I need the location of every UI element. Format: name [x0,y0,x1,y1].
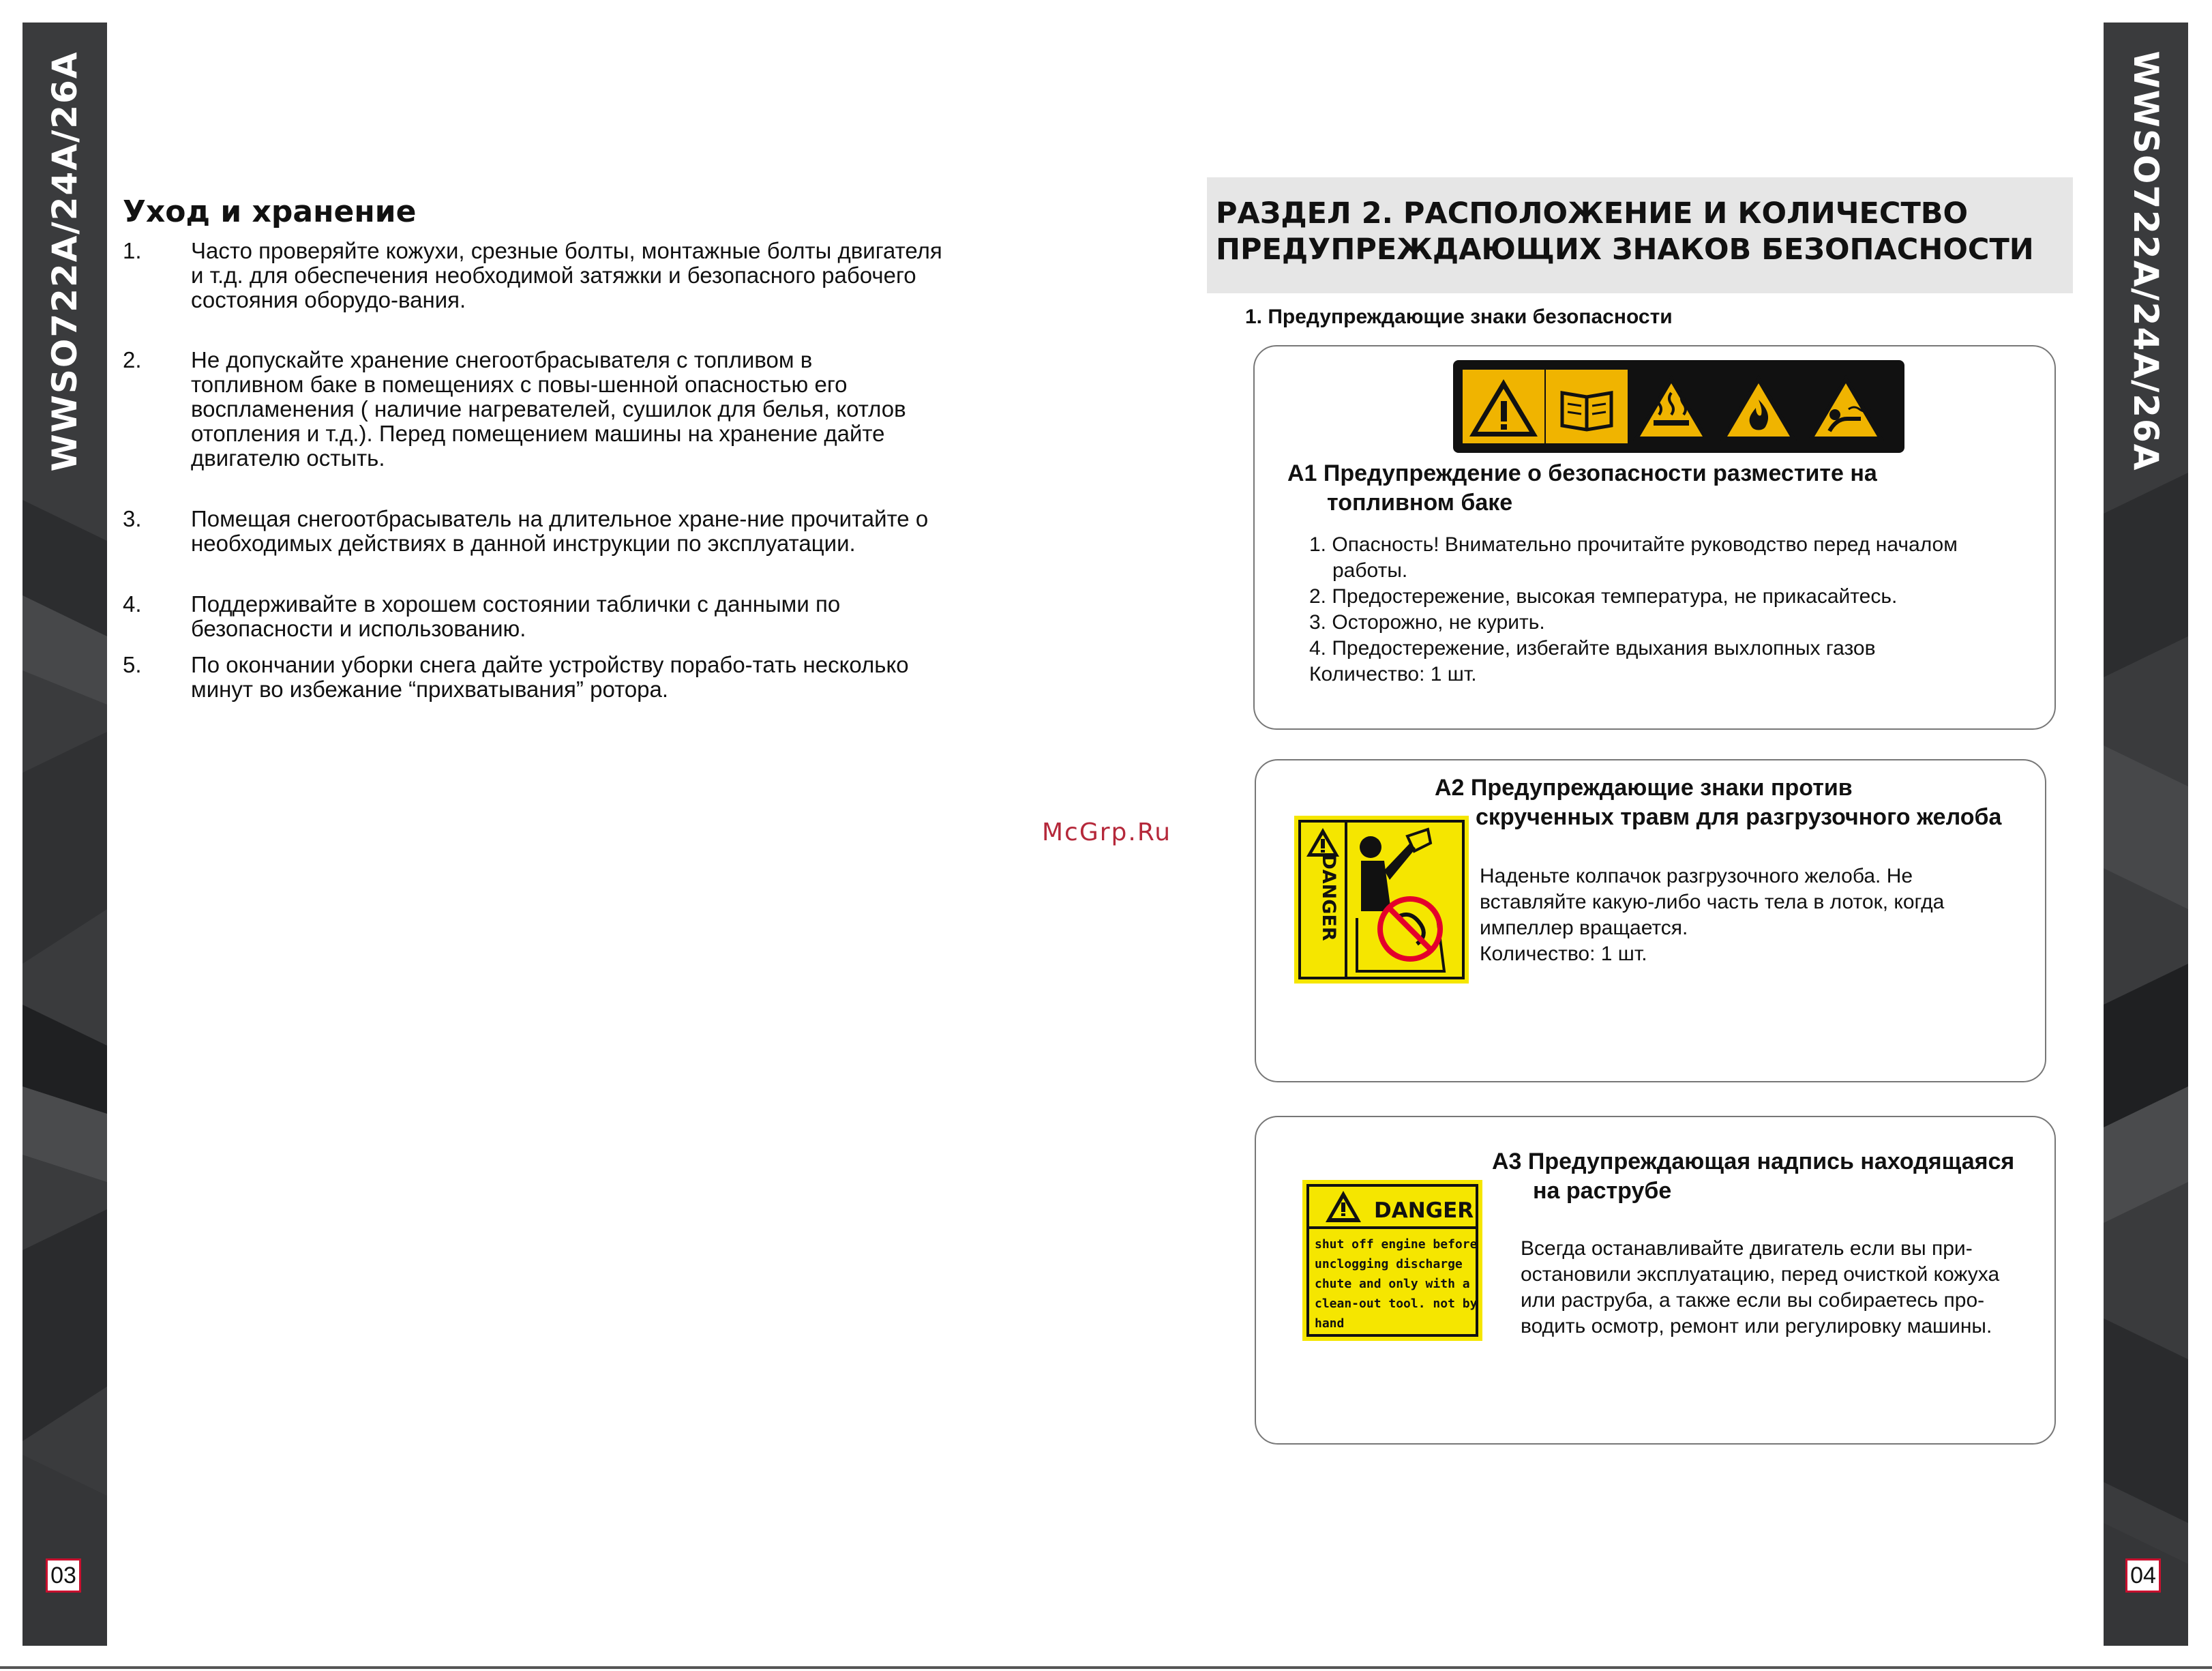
sign-text-line: hand [1315,1316,1345,1331]
item-number: 3. [123,506,142,531]
item-number: 1. [123,238,142,263]
text-line: импеллер вращается. [1480,917,1688,939]
sign-text-line: chute and only with a [1315,1277,1470,1291]
text-line: Наденьте колпачок разгрузочного желоба. Не [1480,865,1913,887]
item-text [191,239,1016,312]
text-line: 1. Опасность! Внимательно прочитайте руководство перед началом [1309,533,1958,556]
text-line: топливном баке в помещениях с повы-шенной опасностью его [191,372,848,397]
text-line: работы. [1332,559,1408,582]
a2-title [1435,773,2001,832]
item-text [191,507,1016,556]
a1-safety-sign [1453,360,1904,453]
side-label: WWSO722A/24A/26A [2126,50,2166,472]
text-line: Количество: 1 шт. [1480,943,1647,965]
sign-text-line: clean-out tool. not by [1315,1297,1478,1311]
title-line: A3 Предупреждающая надпись находящаяся [1492,1149,2015,1174]
title-line: топливном баке [1327,490,1513,516]
text-line: минут во избежание “прихватывания” ротора. [191,677,669,702]
text-line: Не допускайте хранение снегоотбрасывателя с топливом в [191,347,813,372]
bottom-rule [0,1666,2212,1669]
a3-danger-sign [1302,1180,1482,1341]
text-line: Помещая снегоотбрасыватель на длительное хране-ние прочитайте о [191,506,929,531]
a3-description [1521,1236,1999,1340]
sign-text-line: unclogging discharge [1315,1257,1463,1271]
text-line: водить осмотр, ремонт или регулировку машины. [1521,1315,1992,1337]
side-label-container [2104,23,2188,500]
text-line: остановили эксплуатацию, перед очисткой кожуха [1521,1263,2000,1286]
item-text [191,592,1016,641]
text-line: Часто проверяйте кожухи, срезные болты, монтажные болты двигателя [191,238,942,263]
title-line: ПРЕДУПРЕЖДАЮЩИХ ЗНАКОВ БЕЗОПАСНОСТИ [1216,233,2034,267]
text-line: воспламенения ( наличие нагревателей, сушилок для белья, котлов [191,396,906,422]
manual-book-icon [1546,370,1628,443]
warning-triangle-icon [1463,370,1544,443]
sign-danger-word: DANGER [1318,854,1339,941]
left-side-strip [23,23,107,1646]
side-label-container [23,23,107,500]
text-line: По окончании уборки снега дайте устройству порабо-тать несколько [191,652,909,677]
a2-danger-sign [1294,816,1469,984]
title-line: на раструбе [1533,1178,1672,1204]
sign-text-line: shut off engine before [1315,1237,1478,1252]
page-number-right: 04 [2125,1558,2161,1593]
text-line: безопасности и использованию. [191,616,526,641]
item-number: 4. [123,591,142,617]
a3-title [1492,1147,2014,1206]
text-line: и т.д. для обеспечения необходимой затяжки и безопасного рабочего [191,263,916,288]
title-line: скрученных травм для разгрузочного желоба [1476,804,2002,830]
text-line: Всегда останавливайте двигатель если вы при- [1521,1237,1973,1260]
text-line: 2. Предостережение, высокая температура, не прикасайтесь. [1309,585,1898,608]
section-title [1216,196,2034,268]
item-text [191,348,1016,471]
title-line: A2 Предупреждающие знаки против [1435,775,1853,801]
text-line: 3. Осторожно, не курить. [1309,611,1545,634]
text-line: или раструба, а также если вы собираетесь про- [1521,1289,1985,1312]
text-line: Поддерживайте в хорошем состоянии таблички с данными по [191,591,841,617]
text-line: Количество: 1 шт. [1309,663,1477,685]
item-number: 5. [123,652,142,677]
care-storage-title: Уход и хранение [123,194,417,229]
a1-description [1309,532,1958,687]
page-number-left: 03 [46,1558,81,1593]
a2-description [1480,863,1944,967]
sign-danger-word: DANGER [1374,1198,1474,1223]
text-line: вставляйте какую-либо часть тела в лоток, когда [1480,891,1945,913]
text-line: двигателю остыть. [191,445,385,471]
right-side-strip [2104,23,2188,1646]
title-line: A1 Предупреждение о безопасности разместите на [1287,460,1877,486]
text-line: отопления и т.д.). Перед помещением машины на хранение дайте [191,421,885,446]
text-line: необходимых действиях в данной инструкции по эксплуатации. [191,531,856,556]
subsection-heading: 1. Предупреждающие знаки безопасности [1245,306,1673,328]
side-label: WWSO722A/24A/26A [45,50,85,472]
a1-title [1287,459,1877,518]
item-number: 2. [123,347,142,372]
item-text [191,653,1016,702]
text-line: 4. Предостережение, избегайте вдыхания выхлопных газов [1309,637,1876,660]
title-line: РАЗДЕЛ 2. РАСПОЛОЖЕНИЕ И КОЛИЧЕСТВО [1216,196,1969,231]
text-line: состояния оборудо-вания. [191,287,466,312]
watermark: McGrp.Ru [1042,818,1172,846]
